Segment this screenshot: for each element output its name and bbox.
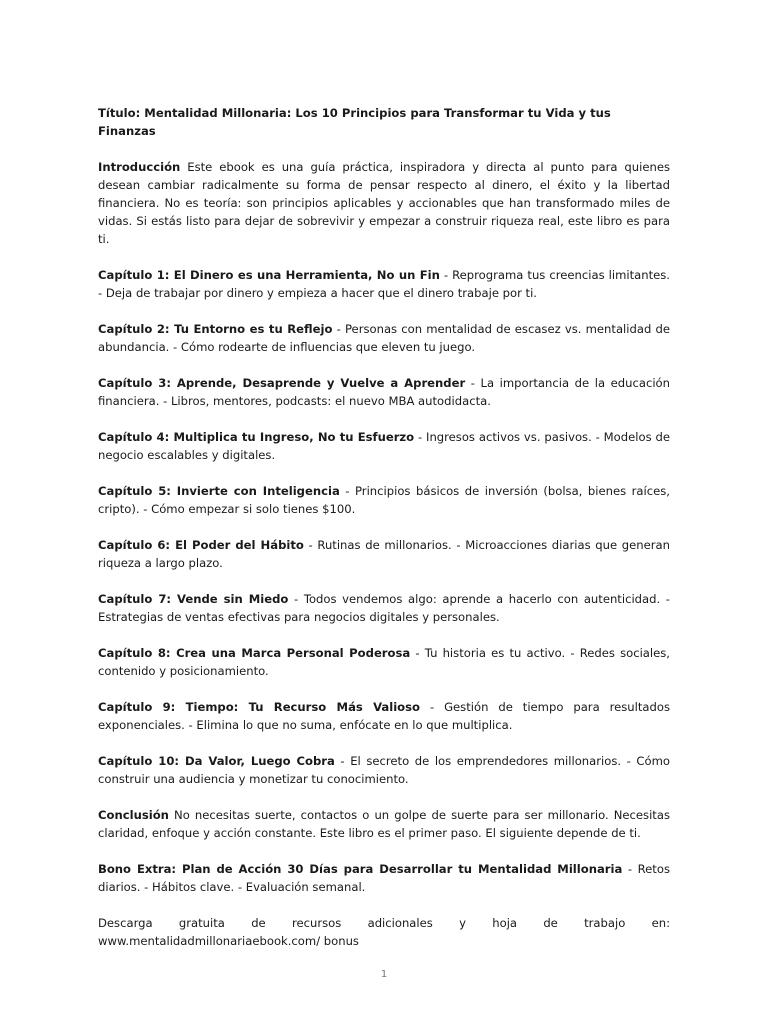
sections-container <box>98 158 670 896</box>
section-body: El secreto de los emprendedores millonarios. - Cómo construir una audiencia y monetizar tu conocimiento. <box>98 754 670 786</box>
section-heading: Capítulo 6: El Poder del Hábito <box>98 538 304 552</box>
section-chapter-3: Capítulo 3: Aprende, Desaprende y Vuelve a Aprender - La importancia de la educación financiera. - Libros, mentores, podcasts: el nuevo MBA autodidacta. <box>98 376 670 408</box>
section-heading: Capítulo 7: Vende sin Miedo <box>98 592 289 606</box>
section-body: Reprograma tus creencias limitantes. - Deja de trabajar por dinero y empieza a hacer que el dinero trabaje por ti. <box>98 268 670 300</box>
section-heading: Bono Extra: Plan de Acción 30 Días para Desarrollar tu Mentalidad Millonaria <box>98 862 623 876</box>
document-title: Título: Mentalidad Millonaria: Los 10 Principios para Transformar tu Vida y tus Finanzas <box>98 106 611 138</box>
section-body: Principios básicos de inversión (bolsa, bienes raíces, cripto). - Cómo empezar si solo tienes $100. <box>98 484 670 516</box>
section-body: Retos diarios. - Hábitos clave. - Evaluación semanal. <box>98 862 670 894</box>
section-bonus: Bono Extra: Plan de Acción 30 Días para Desarrollar tu Mentalidad Millonaria - Retos diarios. - Hábitos clave. - Evaluación semanal. <box>98 862 670 894</box>
section-body: No necesitas suerte, contactos o un golpe de suerte para ser millonario. Necesitas claridad, enfoque y acción constante. Este libro es el primer paso. El siguiente depende de ti. <box>98 808 670 840</box>
section-introduction <box>98 158 670 248</box>
section-chapter-5: Capítulo 5: Invierte con Inteligencia - Principios básicos de inversión (bolsa, bienes raíces, cripto). - Cómo empezar si solo tienes $100. <box>98 484 670 516</box>
download-note: Descarga gratuita de recursos adicionales y hoja de trabajo en: www.mentalidadmillonariaebook.com/ bonus <box>98 916 670 948</box>
section-heading: Capítulo 9: Tiempo: Tu Recurso Más Valioso <box>98 700 421 714</box>
section-chapter-9: Capítulo 9: Tiempo: Tu Recurso Más Valioso - Gestión de tiempo para resultados exponenciales. - Elimina lo que no suma, enfócate en lo que multiplica. <box>98 700 670 732</box>
section-chapter-7: Capítulo 7: Vende sin Miedo - Todos vendemos algo: aprende a hacerlo con autenticidad. - Estrategias de ventas efectivas para negocios digitales y personales. <box>98 592 670 624</box>
section-body: Tu historia es tu activo. - Redes sociales, contenido y posicionamiento. <box>98 646 670 678</box>
section-heading: Capítulo 1: El Dinero es una Herramienta, No un Fin <box>98 268 440 282</box>
section-heading: Introducción <box>98 160 181 174</box>
section-heading: Capítulo 8: Crea una Marca Personal Poderosa <box>98 646 411 660</box>
section-heading: Capítulo 2: Tu Entorno es tu Reflejo <box>98 322 333 336</box>
section-chapter-1: Capítulo 1: El Dinero es una Herramienta, No un Fin - Reprograma tus creencias limitantes. - Deja de trabajar por dinero y empieza a hacer que el dinero trabaje por ti. <box>98 268 670 300</box>
section-heading: Capítulo 3: Aprende, Desaprende y Vuelve a Aprender <box>98 376 466 390</box>
section-chapter-10: Capítulo 10: Da Valor, Luego Cobra - El secreto de los emprendedores millonarios. - Cómo construir una audiencia y monetizar tu conocimiento. <box>98 754 670 786</box>
section-chapter-6: Capítulo 6: El Poder del Hábito - Rutinas de millonarios. - Microacciones diarias que generan riqueza a largo plazo. <box>98 538 671 570</box>
section-body: Rutinas de millonarios. - Microacciones diarias que generan riqueza a largo plazo. <box>98 538 671 570</box>
section-body: Personas con mentalidad de escasez vs. mentalidad de abundancia. - Cómo rodearte de influencias que eleven tu juego. <box>98 322 670 354</box>
page-number: 1 <box>380 969 388 980</box>
section-body: Gestión de tiempo para resultados exponenciales. - Elimina lo que no suma, enfócate en lo que multiplica. <box>98 700 670 732</box>
section-conclusion <box>98 806 670 842</box>
section-body: Este ebook es una guía práctica, inspiradora y directa al punto para quienes desean cambiar radicalmente su forma de pensar respecto al dinero, el éxito y la libertad financiera. No es teoría: son principios aplicables y accionables que han transformado miles de vidas. Si estás listo para dejar de sobrevivir y empezar a construir riqueza real, este libro es para ti. <box>98 160 671 246</box>
section-heading: Capítulo 5: Invierte con Inteligencia <box>98 484 340 498</box>
section-heading: Capítulo 10: Da Valor, Luego Cobra <box>98 754 335 768</box>
section-body: Todos vendemos algo: aprende a hacerlo con autenticidad. - Estrategias de ventas efectivas para negocios digitales y personales. <box>98 592 670 624</box>
section-body: Ingresos activos vs. pasivos. - Modelos de negocio escalables y digitales. <box>98 430 670 462</box>
section-heading: Capítulo 4: Multiplica tu Ingreso, No tu Esfuerzo <box>98 430 415 444</box>
section-chapter-4: Capítulo 4: Multiplica tu Ingreso, No tu Esfuerzo - Ingresos activos vs. pasivos. - Modelos de negocio escalables y digitales. <box>98 430 670 462</box>
section-heading: Conclusión <box>98 808 169 822</box>
section-chapter-8: Capítulo 8: Crea una Marca Personal Poderosa - Tu historia es tu activo. - Redes sociales, contenido y posicionamiento. <box>98 646 670 678</box>
section-chapter-2: Capítulo 2: Tu Entorno es tu Reflejo - Personas con mentalidad de escasez vs. mentalidad de abundancia. - Cómo rodearte de influencias que eleven tu juego. <box>98 322 670 354</box>
section-body: La importancia de la educación financiera. - Libros, mentores, podcasts: el nuevo MBA autodidacta. <box>98 376 670 408</box>
